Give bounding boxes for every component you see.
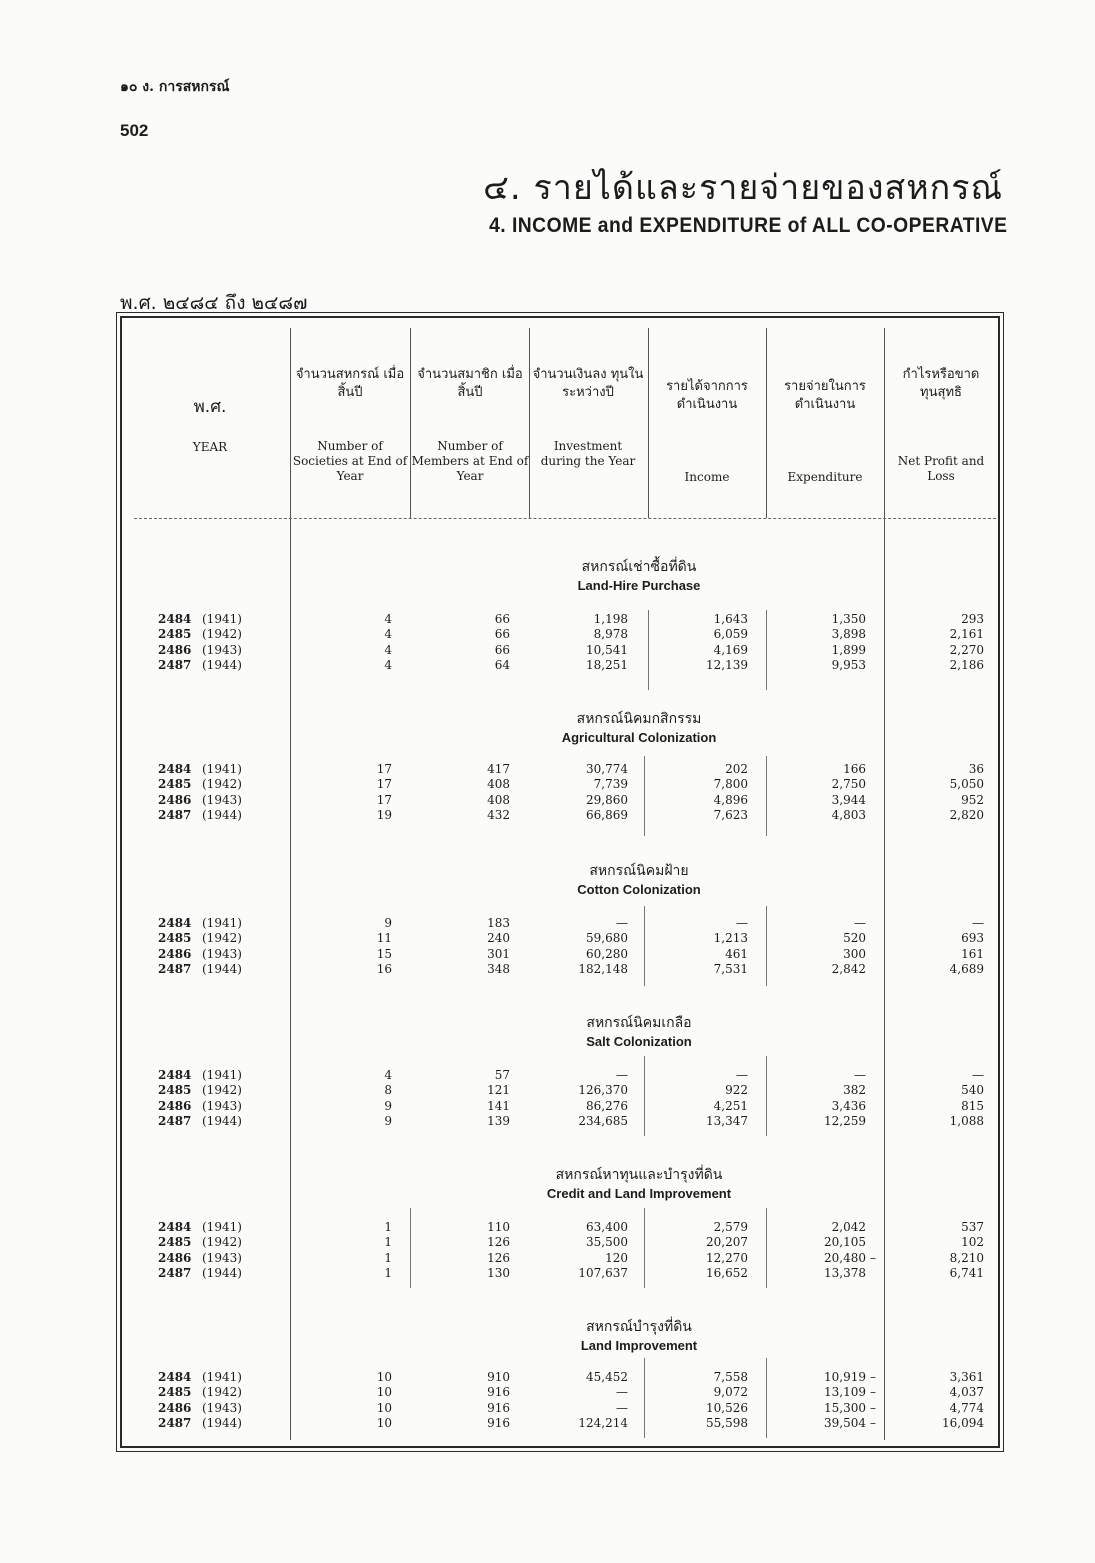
table-cell: 4 xyxy=(384,658,392,673)
net-cells xyxy=(870,1370,984,1432)
societies-cells xyxy=(330,1068,392,1130)
societies-cells xyxy=(330,1370,392,1432)
table-cell: 126 xyxy=(487,1250,510,1265)
table-cell: 63,400 xyxy=(586,1220,628,1234)
table-cell: 45,452 xyxy=(586,1370,628,1384)
year-label: 2486 (1943) xyxy=(158,1400,242,1415)
net-value: 8,210 xyxy=(949,1250,984,1265)
expenditure-cells xyxy=(786,916,866,978)
table-cell: — xyxy=(736,916,748,930)
table-cell: 9,953 xyxy=(831,658,866,673)
table-cell: 348 xyxy=(487,962,510,977)
table-cell: 4,251 xyxy=(713,1098,748,1113)
table-cell: 461 xyxy=(725,946,748,961)
net-value: 293 xyxy=(961,612,984,626)
table-cell: 66 xyxy=(494,627,510,642)
col-divider xyxy=(644,906,645,986)
table-cell: 141 xyxy=(487,1098,510,1113)
col-header-investment-th: จำนวนเงินลง ทุนในระหว่างปี xyxy=(532,367,644,400)
table-cell xyxy=(904,627,984,642)
table-cell: 166 xyxy=(843,762,866,776)
expenditure-cells xyxy=(786,1370,866,1432)
members-cells xyxy=(440,1068,510,1130)
net-cells xyxy=(904,612,984,674)
section-title-th: สหกรณ์บำรุงที่ดิน xyxy=(586,1319,692,1335)
table-cell: 10 xyxy=(376,1370,392,1384)
members-cells xyxy=(440,1220,510,1282)
table-cell: 57 xyxy=(494,1068,510,1082)
table-cell: — xyxy=(736,1068,748,1082)
year-label: 2484 (1941) xyxy=(158,1068,242,1082)
negative-sign: – xyxy=(870,1385,876,1400)
col-divider xyxy=(644,1358,645,1438)
year-label: 2485 (1942) xyxy=(158,777,242,792)
section-title-en: Agricultural Colonization xyxy=(561,730,717,745)
table-cell: 124,214 xyxy=(578,1416,628,1431)
table-cell xyxy=(870,1385,984,1400)
table-cell: 66 xyxy=(494,612,510,626)
table-cell: 1 xyxy=(384,1250,392,1265)
income-cells xyxy=(668,762,748,824)
table-cell xyxy=(904,1114,984,1129)
net-value: 2,161 xyxy=(949,627,984,642)
table-cell: 15,300 xyxy=(824,1400,866,1415)
table-cell xyxy=(904,762,984,777)
members-cells xyxy=(440,1370,510,1432)
table-cell: 1,213 xyxy=(713,931,748,946)
table-cell: 4 xyxy=(384,1068,392,1082)
col-header-investment-en: Investment during the Year xyxy=(540,439,636,468)
table-cell xyxy=(904,947,984,962)
table-cell: 30,774 xyxy=(586,762,628,776)
section-title-th: สหกรณ์นิคมฝ้าย xyxy=(589,863,689,879)
table-cell: 8 xyxy=(384,1083,392,1098)
year-label: 2486 (1943) xyxy=(158,1250,242,1265)
year-label: 2487 (1944) xyxy=(158,1114,242,1129)
section-title-en: Cotton Colonization xyxy=(577,882,701,897)
col-header-expenditure-th: รายจ่ายในการ ดำเนินงาน xyxy=(784,379,866,412)
table-cell: 10 xyxy=(376,1385,392,1400)
col-header-societies-en: Number of Societies at End of Year xyxy=(292,439,408,483)
table-cell: 3,898 xyxy=(831,627,866,642)
net-cells xyxy=(904,762,984,824)
section-title-th: สหกรณ์นิคมกสิกรรม xyxy=(576,711,702,727)
table-cell: 916 xyxy=(487,1416,510,1431)
col-divider xyxy=(644,1056,645,1136)
table-cell xyxy=(904,793,984,808)
table-cell: 59,680 xyxy=(586,931,628,946)
net-cells xyxy=(904,916,984,978)
societies-cells xyxy=(330,612,392,674)
negative-sign: – xyxy=(870,1400,876,1415)
table-cell: 39,504 xyxy=(824,1416,866,1431)
net-value: 4,689 xyxy=(949,962,984,977)
table-cell xyxy=(904,643,984,658)
table-cell: 2,579 xyxy=(713,1220,748,1234)
table-cell: 16 xyxy=(376,962,392,977)
table-cell: 916 xyxy=(487,1385,510,1400)
table-cell: 1 xyxy=(384,1266,392,1281)
year-label: 2485 (1942) xyxy=(158,627,242,642)
table-cell: 1,899 xyxy=(831,642,866,657)
table-cell: 4,169 xyxy=(713,642,748,657)
table-cell: 408 xyxy=(487,777,510,792)
table-cell: 9,072 xyxy=(713,1385,748,1400)
table-cell: 1 xyxy=(384,1220,392,1234)
net-value: 693 xyxy=(961,931,984,946)
year-label: 2484 (1941) xyxy=(158,1370,242,1384)
table-cell: 11 xyxy=(376,931,392,946)
period-thai: พ.ศ. ๒๔๘๔ ถึง ๒๔๘๗ xyxy=(120,292,308,314)
col-divider xyxy=(410,1208,411,1288)
table-cell: 916 xyxy=(487,1400,510,1415)
table-cell: 60,280 xyxy=(586,946,628,961)
table-cell: 12,270 xyxy=(706,1250,748,1265)
table-cell xyxy=(904,1083,984,1098)
table-cell: — xyxy=(616,916,628,930)
year-label: 2484 (1941) xyxy=(158,762,242,776)
table-cell: 4 xyxy=(384,612,392,626)
table-cell: 234,685 xyxy=(578,1114,628,1129)
net-value: 1,088 xyxy=(949,1114,984,1129)
table-cell: 19 xyxy=(376,808,392,823)
col-divider xyxy=(766,906,767,986)
table-cell: 17 xyxy=(376,777,392,792)
col-header-members-th: จำนวนสมาชิก เมื่อสิ้นปี xyxy=(417,367,523,400)
table-cell: 6,059 xyxy=(713,627,748,642)
investment-cells xyxy=(550,612,628,674)
col-divider xyxy=(766,756,767,836)
table-cell xyxy=(870,1250,984,1266)
table-cell: 139 xyxy=(487,1114,510,1129)
year-label: 2485 (1942) xyxy=(158,1385,242,1400)
table-cell: 7,800 xyxy=(713,777,748,792)
table-cell: 7,558 xyxy=(713,1370,748,1384)
col-divider xyxy=(644,1208,645,1288)
net-value: 16,094 xyxy=(942,1416,984,1431)
table-cell xyxy=(904,1068,984,1083)
table-cell: 20,480 xyxy=(824,1250,866,1265)
year-label: 2484 (1941) xyxy=(158,612,242,626)
col-header-societies-th: จำนวนสหกรณ์ เมื่อสิ้นปี xyxy=(295,367,405,400)
col-header-year-th: พ.ศ. xyxy=(193,397,227,417)
table-cell: 10,541 xyxy=(586,642,628,657)
net-value: 2,270 xyxy=(949,642,984,657)
title-thai: ๔. รายได้และรายจ่ายของสหกรณ์ xyxy=(483,168,1003,208)
year-label: 2487 (1944) xyxy=(158,658,242,673)
table-cell: — xyxy=(616,1068,628,1082)
table-cell: 13,347 xyxy=(706,1114,748,1129)
table-cell: 4,803 xyxy=(831,808,866,823)
table-cell: 7,531 xyxy=(713,962,748,977)
table-cell: 17 xyxy=(376,792,392,807)
table-cell xyxy=(904,1266,984,1281)
col-divider xyxy=(766,610,767,690)
table-cell xyxy=(904,808,984,823)
table-cell: 300 xyxy=(843,946,866,961)
investment-cells xyxy=(550,1220,628,1282)
table-cell: 64 xyxy=(494,658,510,673)
negative-sign: – xyxy=(870,1416,876,1431)
table-cell: 13,378 xyxy=(824,1266,866,1281)
year-label: 2487 (1944) xyxy=(158,962,242,977)
table-cell: 121 xyxy=(487,1083,510,1098)
col-divider xyxy=(648,610,649,690)
table-cell xyxy=(870,1416,984,1431)
col-divider xyxy=(766,1056,767,1136)
net-value: 161 xyxy=(961,946,984,961)
table-cell xyxy=(904,658,984,673)
year-label: 2486 (1943) xyxy=(158,1098,242,1113)
net-value: 2,186 xyxy=(949,658,984,673)
table-cell: 20,105 xyxy=(824,1235,866,1250)
year-label: 2487 (1944) xyxy=(158,1266,242,1281)
expenditure-cells xyxy=(786,612,866,674)
table-cell: 417 xyxy=(487,762,510,776)
col-divider xyxy=(766,1208,767,1288)
table-cell: 182,148 xyxy=(578,962,628,977)
col-header-members-en: Number of Members at End of Year xyxy=(411,439,529,483)
investment-cells xyxy=(550,1068,628,1130)
table-cell: — xyxy=(854,916,866,930)
income-cells xyxy=(668,916,748,978)
table-cell: 66 xyxy=(494,642,510,657)
year-label: 2484 (1941) xyxy=(158,916,242,930)
table-cell: 4 xyxy=(384,642,392,657)
year-row-labels xyxy=(158,916,278,978)
table-cell: 17 xyxy=(376,762,392,776)
section-title-th: สหกรณ์เช่าซื้อที่ดิน xyxy=(581,559,697,575)
section-title-th: สหกรณ์นิคมเกลือ xyxy=(586,1015,692,1031)
table-cell: 126,370 xyxy=(578,1083,628,1098)
col-divider xyxy=(529,328,530,518)
chapter-label: ๑๐ ง. การสหกรณ์ xyxy=(120,79,230,95)
negative-sign: – xyxy=(870,1370,876,1384)
table-cell: 1 xyxy=(384,1235,392,1250)
table-cell: 12,259 xyxy=(824,1114,866,1129)
table-cell: 20,207 xyxy=(706,1235,748,1250)
net-cells xyxy=(870,1220,984,1282)
table-cell: 7,623 xyxy=(713,808,748,823)
net-value: — xyxy=(972,1068,984,1082)
table-cell xyxy=(904,962,984,977)
table-cell xyxy=(904,1220,984,1235)
table-cell: 4 xyxy=(384,627,392,642)
table-cell: 10,526 xyxy=(706,1400,748,1415)
col-header-net-en: Net Profit and Loss xyxy=(897,454,985,483)
table-cell: 18,251 xyxy=(586,658,628,673)
table-cell xyxy=(904,1235,984,1250)
members-cells xyxy=(440,916,510,978)
table-cell xyxy=(904,916,984,931)
table-cell: 8,978 xyxy=(593,627,628,642)
title-english: 4. INCOME and EXPENDITURE of ALL CO-OPERATIVE xyxy=(488,214,1007,237)
col-divider xyxy=(884,328,885,1440)
net-value: 537 xyxy=(961,1220,984,1234)
table-cell: 3,436 xyxy=(831,1098,866,1113)
table-cell: 15 xyxy=(376,946,392,961)
income-cells xyxy=(668,1068,748,1130)
table-cell xyxy=(904,612,984,627)
col-header-income-th: รายได้จากการ ดำเนินงาน xyxy=(666,379,748,412)
table-cell: 10,919 xyxy=(824,1370,866,1384)
table-cell: 120 xyxy=(605,1250,628,1265)
year-label: 2485 (1942) xyxy=(158,931,242,946)
table-cell: 107,637 xyxy=(578,1266,628,1281)
year-label: 2485 (1942) xyxy=(158,1083,242,1098)
table-cell: 35,500 xyxy=(586,1235,628,1250)
year-label: 2485 (1942) xyxy=(158,1235,242,1250)
investment-cells xyxy=(550,762,628,824)
net-value: 540 xyxy=(961,1083,984,1098)
col-divider xyxy=(766,328,767,518)
table-cell: 183 xyxy=(487,916,510,930)
year-label: 2484 (1941) xyxy=(158,1220,242,1234)
year-label: 2487 (1944) xyxy=(158,808,242,823)
table-cell: 16,652 xyxy=(706,1266,748,1281)
table-cell: 432 xyxy=(487,808,510,823)
societies-cells xyxy=(330,762,392,824)
table-cell: — xyxy=(616,1385,628,1400)
year-row-labels xyxy=(158,1370,278,1432)
table-cell: 3,944 xyxy=(831,792,866,807)
income-cells xyxy=(668,1370,748,1432)
table-cell: 7,739 xyxy=(593,777,628,792)
net-value: — xyxy=(972,916,984,930)
table-cell: 910 xyxy=(487,1370,510,1384)
year-label: 2487 (1944) xyxy=(158,1416,242,1431)
table-cell: 126 xyxy=(487,1235,510,1250)
header-rule xyxy=(134,518,996,519)
section-title-en: Salt Colonization xyxy=(586,1034,692,1049)
year-row-labels xyxy=(158,762,278,824)
net-value: 2,820 xyxy=(949,808,984,823)
table-cell: 66,869 xyxy=(586,808,628,823)
year-label: 2486 (1943) xyxy=(158,946,242,961)
table-cell: 110 xyxy=(487,1220,510,1234)
table-cell xyxy=(870,1400,984,1416)
table-cell: 55,598 xyxy=(706,1416,748,1431)
table-cell: 301 xyxy=(487,946,510,961)
table-cell: 86,276 xyxy=(586,1098,628,1113)
col-divider xyxy=(410,328,411,518)
year-row-labels xyxy=(158,1068,278,1130)
year-label: 2486 (1943) xyxy=(158,792,242,807)
table-cell: 9 xyxy=(384,1114,392,1129)
table-cell: 13,109 xyxy=(824,1385,866,1400)
table-cell: 202 xyxy=(725,762,748,776)
table-cell: 1,643 xyxy=(713,612,748,626)
members-cells xyxy=(440,762,510,824)
net-value: 4,037 xyxy=(949,1385,984,1400)
col-header-net-th: กำไรหรือขาด ทุนสุทธิ xyxy=(902,367,980,400)
societies-cells xyxy=(330,1220,392,1282)
section-title-th: สหกรณ์หาทุนและบำรุงที่ดิน xyxy=(555,1167,723,1183)
table-cell: 9 xyxy=(384,1098,392,1113)
col-divider xyxy=(648,328,649,518)
table-cell xyxy=(904,931,984,946)
expenditure-cells xyxy=(786,1068,866,1130)
table-cell: 12,139 xyxy=(706,658,748,673)
table-cell: — xyxy=(854,1068,866,1082)
table-cell: 2,842 xyxy=(831,962,866,977)
investment-cells xyxy=(550,1370,628,1432)
col-divider xyxy=(290,328,291,1440)
section-title-en: Land-Hire Purchase xyxy=(577,578,701,593)
table-cell: 922 xyxy=(725,1083,748,1098)
income-cells xyxy=(668,612,748,674)
year-row-labels xyxy=(158,612,278,674)
year-label: 2486 (1943) xyxy=(158,642,242,657)
net-value: 5,050 xyxy=(949,777,984,792)
net-value: 4,774 xyxy=(949,1400,984,1415)
col-divider xyxy=(766,1358,767,1438)
table-cell: 520 xyxy=(843,931,866,946)
table-cell: 1,198 xyxy=(593,612,628,626)
negative-sign: – xyxy=(870,1250,876,1265)
table-cell: 2,042 xyxy=(831,1220,866,1234)
table-cell: 382 xyxy=(843,1083,866,1098)
col-header-expenditure-en: Expenditure xyxy=(787,470,863,484)
table-cell: 10 xyxy=(376,1400,392,1415)
table-cell: 29,860 xyxy=(586,792,628,807)
table-cell: 9 xyxy=(384,916,392,930)
page-number: 502 xyxy=(120,121,149,140)
table-cell: 1,350 xyxy=(831,612,866,626)
societies-cells xyxy=(330,916,392,978)
expenditure-cells xyxy=(786,762,866,824)
expenditure-cells xyxy=(786,1220,866,1282)
members-cells xyxy=(440,612,510,674)
net-value: 36 xyxy=(968,762,984,776)
table-cell: 408 xyxy=(487,792,510,807)
table-cell: 10 xyxy=(376,1416,392,1431)
net-value: 102 xyxy=(961,1235,984,1250)
net-value: 952 xyxy=(961,792,984,807)
table-cell: 240 xyxy=(487,931,510,946)
net-value: 815 xyxy=(961,1098,984,1113)
table-cell xyxy=(870,1370,984,1385)
year-row-labels xyxy=(158,1220,278,1282)
col-divider xyxy=(644,756,645,836)
net-value: 3,361 xyxy=(949,1370,984,1384)
table-cell: 4,896 xyxy=(713,792,748,807)
net-cells xyxy=(904,1068,984,1130)
net-value: 6,741 xyxy=(949,1266,984,1281)
section-title-en: Credit and Land Improvement xyxy=(546,1186,732,1201)
table-cell: 130 xyxy=(487,1266,510,1281)
section-title-en: Land Improvement xyxy=(580,1338,698,1353)
table-cell xyxy=(904,1099,984,1114)
table-cell: — xyxy=(616,1400,628,1415)
col-header-year-en: YEAR xyxy=(192,440,228,454)
table-cell: 2,750 xyxy=(831,777,866,792)
col-header-income-en: Income xyxy=(684,470,730,484)
income-cells xyxy=(668,1220,748,1282)
investment-cells xyxy=(550,916,628,978)
table-cell xyxy=(904,777,984,792)
